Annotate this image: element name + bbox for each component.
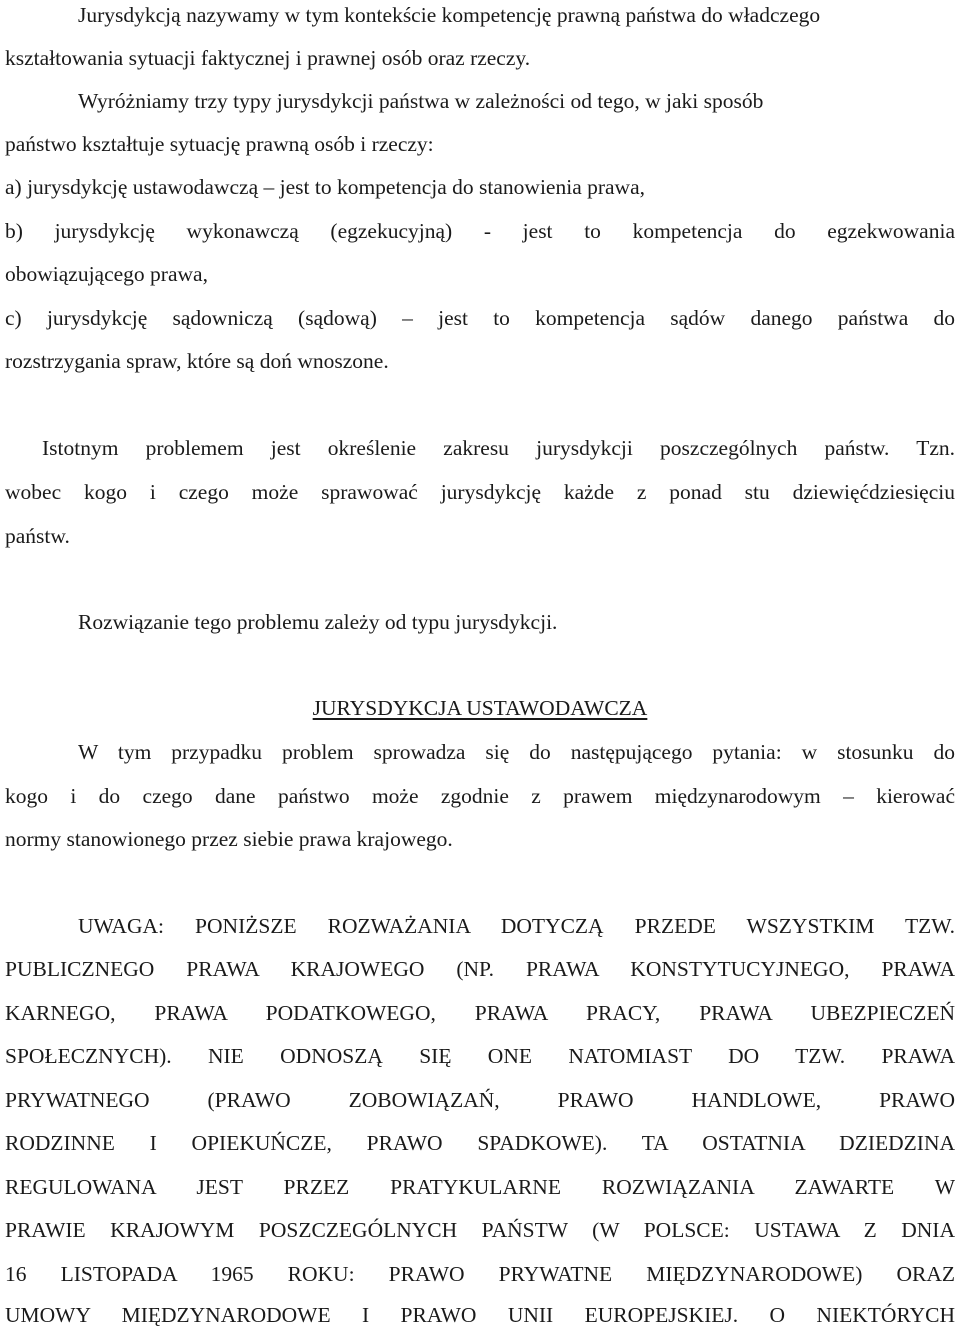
note-line: KARNEGO, PRAWA PODATKOWEGO, PRAWA PRACY, PRAWA UBEZPIECZEŃ: [5, 1001, 955, 1025]
paragraph-line: państwo kształtuje sytuację prawną osób i rzeczy:: [5, 132, 434, 156]
note-line: REGULOWANA JEST PRZEZ PRATYKULARNE ROZWIĄZANIA ZAWARTE W: [5, 1175, 955, 1199]
note-line: UWAGA: PONIŻSZE ROZWAŻANIA DOTYCZĄ PRZEDE WSZYSTKIM TZW.: [78, 914, 955, 938]
list-item-line: b) jurysdykcję wykonawczą (egzekucyjną) - jest to kompetencja do egzekwowania: [5, 219, 955, 243]
paragraph-line: Jurysdykcją nazywamy w tym kontekście kompetencję prawną państwa do władczego: [78, 3, 821, 27]
note-line: UMOWY MIĘDZYNARODOWE I PRAWO UNII EUROPEJSKIEJ. O NIEKTÓRYCH: [5, 1303, 955, 1327]
paragraph-line: wobec kogo i czego może sprawować jurysdykcję każde z ponad stu dziewięćdziesięciu: [5, 480, 955, 504]
note-line: PRAWIE KRAJOWYM POSZCZEGÓLNYCH PAŃSTW (W POLSCE: USTAWA Z DNIA: [5, 1218, 955, 1242]
list-item-line: obowiązującego prawa,: [5, 262, 208, 286]
list-item-line: rozstrzygania spraw, które są doń wnoszone.: [5, 349, 389, 373]
note-line: 16 LISTOPADA 1965 ROKU: PRAWO PRYWATNE MIĘDZYNARODOWE) ORAZ: [5, 1262, 955, 1286]
paragraph-line: kogo i do czego dane państwo może zgodnie z prawem międzynarodowym – kierować: [5, 784, 955, 808]
note-line: SPOŁECZNYCH). NIE ODNOSZĄ SIĘ ONE NATOMIAST DO TZW. PRAWA: [5, 1044, 955, 1068]
note-line: PUBLICZNEGO PRAWA KRAJOWEGO (NP. PRAWA KONSTYTUCYJNEGO, PRAWA: [5, 957, 955, 981]
paragraph-line: W tym przypadku problem sprowadza się do następującego pytania: w stosunku do: [78, 740, 955, 764]
paragraph-line: Wyróżniamy trzy typy jurysdykcji państwa w zależności od tego, w jaki sposób: [78, 89, 764, 113]
list-item-line: c) jurysdykcję sądowniczą (sądową) – jest to kompetencja sądów danego państwa do: [5, 306, 955, 330]
section-heading: JURYSDYKCJA USTAWODAWCZA: [312, 696, 648, 720]
section-heading-wrap: [0, 693, 960, 723]
paragraph-line: państw.: [5, 524, 70, 548]
paragraph-line: normy stanowionego przez siebie prawa krajowego.: [5, 827, 453, 851]
paragraph-line: Istotnym problemem jest określenie zakresu jurysdykcji poszczególnych państw. Tzn.: [42, 436, 955, 460]
note-line: PRYWATNEGO (PRAWO ZOBOWIĄZAŃ, PRAWO HANDLOWE, PRAWO: [5, 1088, 955, 1112]
list-item-line: a) jurysdykcję ustawodawczą – jest to kompetencja do stanowienia prawa,: [5, 175, 646, 199]
paragraph-line: Rozwiązanie tego problemu zależy od typu jurysdykcji.: [78, 610, 558, 634]
paragraph-line: kształtowania sytuacji faktycznej i prawnej osób oraz rzeczy.: [5, 46, 531, 70]
note-line: RODZINNE I OPIEKUŃCZE, PRAWO SPADKOWE). TA OSTATNIA DZIEDZINA: [5, 1131, 955, 1155]
